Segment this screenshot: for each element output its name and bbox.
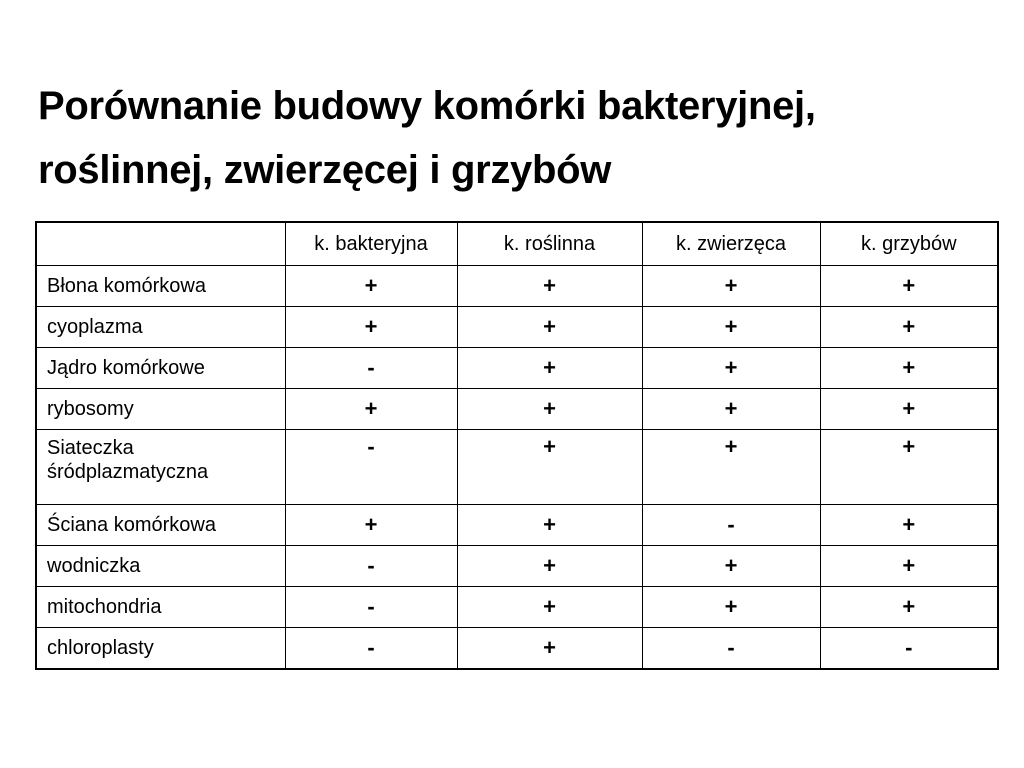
table-header-row <box>36 222 998 266</box>
cell-plant-mark: + <box>457 307 642 348</box>
cell-fungal-mark: + <box>820 307 998 348</box>
cell-plant-mark: + <box>457 430 642 505</box>
cell-bacterial-mark: + <box>285 307 457 348</box>
cell-fungal-mark: + <box>820 266 998 307</box>
cell-plant-mark: + <box>457 266 642 307</box>
row-label: cyoplazma <box>36 307 285 348</box>
cell-bacterial-mark: - <box>285 628 457 670</box>
table-row <box>36 430 998 505</box>
row-label: wodniczka <box>36 546 285 587</box>
row-label: Ściana komórkowa <box>36 505 285 546</box>
cell-bacterial-mark: + <box>285 505 457 546</box>
table-row <box>36 307 998 348</box>
slide-title-line-1: Porównanie budowy komórki bakteryjnej, <box>38 84 816 128</box>
cell-plant-mark: + <box>457 348 642 389</box>
cell-animal-mark: + <box>642 307 820 348</box>
cell-fungal-mark: + <box>820 546 998 587</box>
header-animal-cell: k. zwierzęca <box>642 222 820 266</box>
cell-bacterial-mark: + <box>285 266 457 307</box>
table-row <box>36 546 998 587</box>
table-row <box>36 266 998 307</box>
comparison-table <box>35 221 999 670</box>
cell-plant-mark: + <box>457 587 642 628</box>
row-label: Błona komórkowa <box>36 266 285 307</box>
cell-bacterial-mark: - <box>285 546 457 587</box>
cell-animal-mark: + <box>642 389 820 430</box>
table-row <box>36 587 998 628</box>
cell-bacterial-mark: - <box>285 587 457 628</box>
cell-plant-mark: + <box>457 505 642 546</box>
slide-title-line-2: roślinnej, zwierzęcej i grzybów <box>38 148 612 192</box>
cell-animal-mark: + <box>642 430 820 505</box>
row-label: rybosomy <box>36 389 285 430</box>
cell-fungal-mark: + <box>820 505 998 546</box>
row-label: Siateczka śródplazmatyczna <box>36 430 285 505</box>
table-row <box>36 628 998 670</box>
table-row <box>36 389 998 430</box>
cell-fungal-mark: - <box>820 628 998 670</box>
cell-animal-mark: - <box>642 628 820 670</box>
cell-bacterial-mark: - <box>285 348 457 389</box>
cell-animal-mark: - <box>642 505 820 546</box>
header-plant-cell: k. roślinna <box>457 222 642 266</box>
cell-bacterial-mark: - <box>285 430 457 505</box>
cell-fungal-mark: + <box>820 587 998 628</box>
table-row <box>36 505 998 546</box>
table-row <box>36 348 998 389</box>
header-fungal-cell: k. grzybów <box>820 222 998 266</box>
row-label: Jądro komórkowe <box>36 348 285 389</box>
row-label: chloroplasty <box>36 628 285 670</box>
cell-animal-mark: + <box>642 546 820 587</box>
cell-plant-mark: + <box>457 389 642 430</box>
cell-animal-mark: + <box>642 266 820 307</box>
cell-animal-mark: + <box>642 348 820 389</box>
header-bacterial-cell: k. bakteryjna <box>285 222 457 266</box>
cell-plant-mark: + <box>457 546 642 587</box>
cell-bacterial-mark: + <box>285 389 457 430</box>
slide-title <box>38 74 998 202</box>
row-label: mitochondria <box>36 587 285 628</box>
cell-plant-mark: + <box>457 628 642 670</box>
cell-fungal-mark: + <box>820 348 998 389</box>
cell-animal-mark: + <box>642 587 820 628</box>
cell-fungal-mark: + <box>820 430 998 505</box>
cell-fungal-mark: + <box>820 389 998 430</box>
header-corner-cell <box>36 222 285 266</box>
